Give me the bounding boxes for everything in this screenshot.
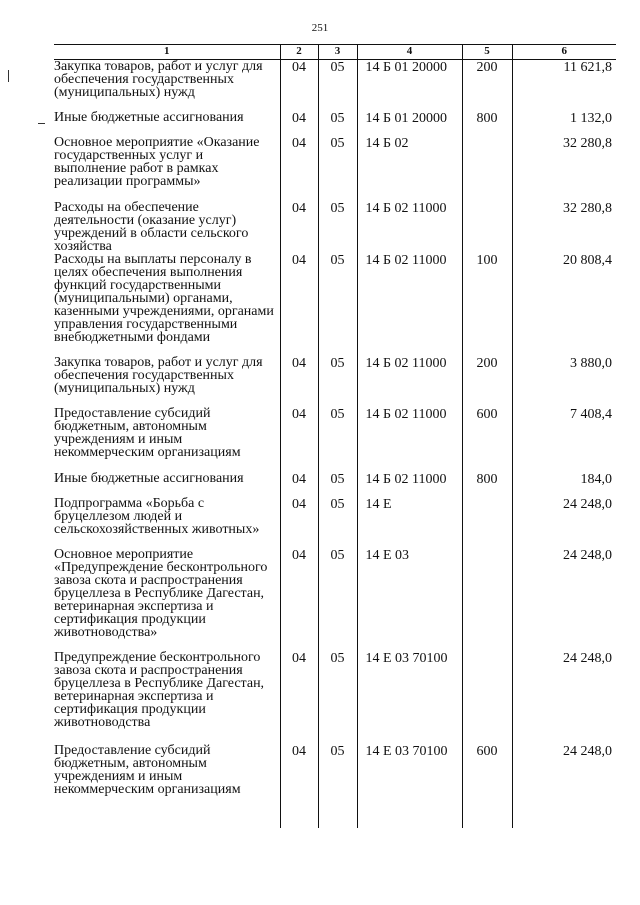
row-subsection: 05 [318, 548, 357, 651]
row-expense-type: 200 [462, 356, 512, 407]
budget-table-container [54, 44, 616, 832]
table-row [54, 407, 616, 472]
row-amount: 24 248,0 [512, 744, 616, 806]
row-expense-type [462, 136, 512, 201]
row-target-code: 14 Б 01 20000 [357, 111, 462, 136]
column-header-5: 5 [462, 45, 512, 60]
row-section: 04 [280, 201, 318, 253]
row-amount: 3 880,0 [512, 356, 616, 407]
page-number: 251 [311, 22, 329, 34]
row-target-code: 14 Е 03 [357, 548, 462, 651]
row-subsection: 05 [318, 253, 357, 356]
row-target-code: 14 Б 01 20000 [357, 60, 462, 111]
row-name: Подпрограмма «Борьба с бруцеллезом людей и сельскохозяйственных животных» [54, 495, 260, 537]
row-amount: 20 808,4 [512, 253, 616, 356]
row-section: 04 [280, 407, 318, 472]
row-expense-type: 100 [462, 253, 512, 356]
row-target-code: 14 Б 02 11000 [357, 472, 462, 497]
row-amount: 32 280,8 [512, 201, 616, 253]
row-amount: 11 621,8 [512, 60, 616, 111]
table-row [54, 253, 616, 356]
row-expense-type [462, 497, 512, 548]
row-section: 04 [280, 60, 318, 111]
row-target-code: 14 Е 03 70100 [357, 744, 462, 806]
row-name: Основное мероприятие «Оказание государственных услуг и выполнение работ в рамках реализации программы» [54, 134, 260, 189]
row-name: Закупка товаров, работ и услуг для обеспечения государственных (муниципальных) нужд [54, 354, 263, 396]
row-subsection: 05 [318, 356, 357, 407]
row-amount: 24 248,0 [512, 651, 616, 744]
row-section: 04 [280, 497, 318, 548]
row-amount: 24 248,0 [512, 497, 616, 548]
column-header-2: 2 [280, 45, 318, 60]
row-section: 04 [280, 111, 318, 136]
row-name: Расходы на выплаты персоналу в целях обеспечения выполнения функций государственными (муниципальными) органами, казенными учреждениями, органами управления государственными внебюджетными фондами [54, 251, 274, 345]
row-name: Предоставление субсидий бюджетным, автономным учреждениям и иным некоммерческим организациям [54, 405, 241, 460]
row-expense-type [462, 548, 512, 651]
row-expense-type: 600 [462, 407, 512, 472]
table-row [54, 60, 616, 111]
row-expense-type: 800 [462, 111, 512, 136]
row-name: Иные бюджетные ассигнования [54, 109, 244, 125]
row-subsection: 05 [318, 111, 357, 136]
row-name: Основное мероприятие «Предупреждение бесконтрольного завоза скота и распространения бруцеллеза в Республике Дагестан, ветеринарная экспертиза и сертификация продукции животноводства» [54, 546, 268, 640]
row-subsection: 05 [318, 136, 357, 201]
row-amount: 7 408,4 [512, 407, 616, 472]
row-section: 04 [280, 472, 318, 497]
table-row [54, 744, 616, 806]
row-subsection: 05 [318, 60, 357, 111]
column-header-1: 1 [54, 45, 280, 60]
row-target-code: 14 Е 03 70100 [357, 651, 462, 744]
budget-table [54, 44, 616, 828]
row-section: 04 [280, 253, 318, 356]
table-row [54, 136, 616, 201]
row-subsection: 05 [318, 497, 357, 548]
row-amount: 1 132,0 [512, 111, 616, 136]
table-row [54, 201, 616, 253]
column-header-3: 3 [318, 45, 357, 60]
row-amount: 32 280,8 [512, 136, 616, 201]
table-row [54, 497, 616, 548]
row-section: 04 [280, 744, 318, 806]
row-subsection: 05 [318, 472, 357, 497]
row-target-code: 14 Б 02 11000 [357, 253, 462, 356]
table-header-row [54, 45, 616, 60]
row-amount: 184,0 [512, 472, 616, 497]
column-header-4: 4 [357, 45, 462, 60]
row-target-code: 14 Б 02 11000 [357, 201, 462, 253]
row-section: 04 [280, 136, 318, 201]
row-expense-type [462, 651, 512, 744]
table-row [54, 356, 616, 407]
row-amount: 24 248,0 [512, 548, 616, 651]
row-target-code: 14 Е [357, 497, 462, 548]
table-row [54, 111, 616, 136]
row-target-code: 14 Б 02 11000 [357, 356, 462, 407]
row-subsection: 05 [318, 651, 357, 744]
table-filler-row [54, 806, 616, 828]
column-header-6: 6 [512, 45, 616, 60]
scan-margin-mark [38, 123, 45, 124]
row-expense-type: 600 [462, 744, 512, 806]
row-subsection: 05 [318, 744, 357, 806]
row-expense-type [462, 201, 512, 253]
row-target-code: 14 Б 02 11000 [357, 407, 462, 472]
row-name: Иные бюджетные ассигнования [54, 470, 244, 486]
row-expense-type: 800 [462, 472, 512, 497]
table-row [54, 472, 616, 497]
row-name: Расходы на обеспечение деятельности (оказание услуг) учреждений в области сельского хозяйства [54, 199, 249, 254]
row-section: 04 [280, 651, 318, 744]
row-expense-type: 200 [462, 60, 512, 111]
row-target-code: 14 Б 02 [357, 136, 462, 201]
row-name: Предупреждение бесконтрольного завоза скота и распространения бруцеллеза в Республике Дагестан, ветеринарная экспертиза и сертификация продукции животноводства [54, 649, 265, 730]
row-name: Предоставление субсидий бюджетным, автономным учреждениям и иным некоммерческим организациям [54, 742, 241, 797]
row-name: Закупка товаров, работ и услуг для обеспечения государственных (муниципальных) нужд [54, 59, 263, 100]
table-row [54, 548, 616, 651]
scan-margin-mark [8, 70, 9, 82]
row-section: 04 [280, 548, 318, 651]
row-section: 04 [280, 356, 318, 407]
table-row [54, 651, 616, 744]
row-subsection: 05 [318, 201, 357, 253]
row-subsection: 05 [318, 407, 357, 472]
